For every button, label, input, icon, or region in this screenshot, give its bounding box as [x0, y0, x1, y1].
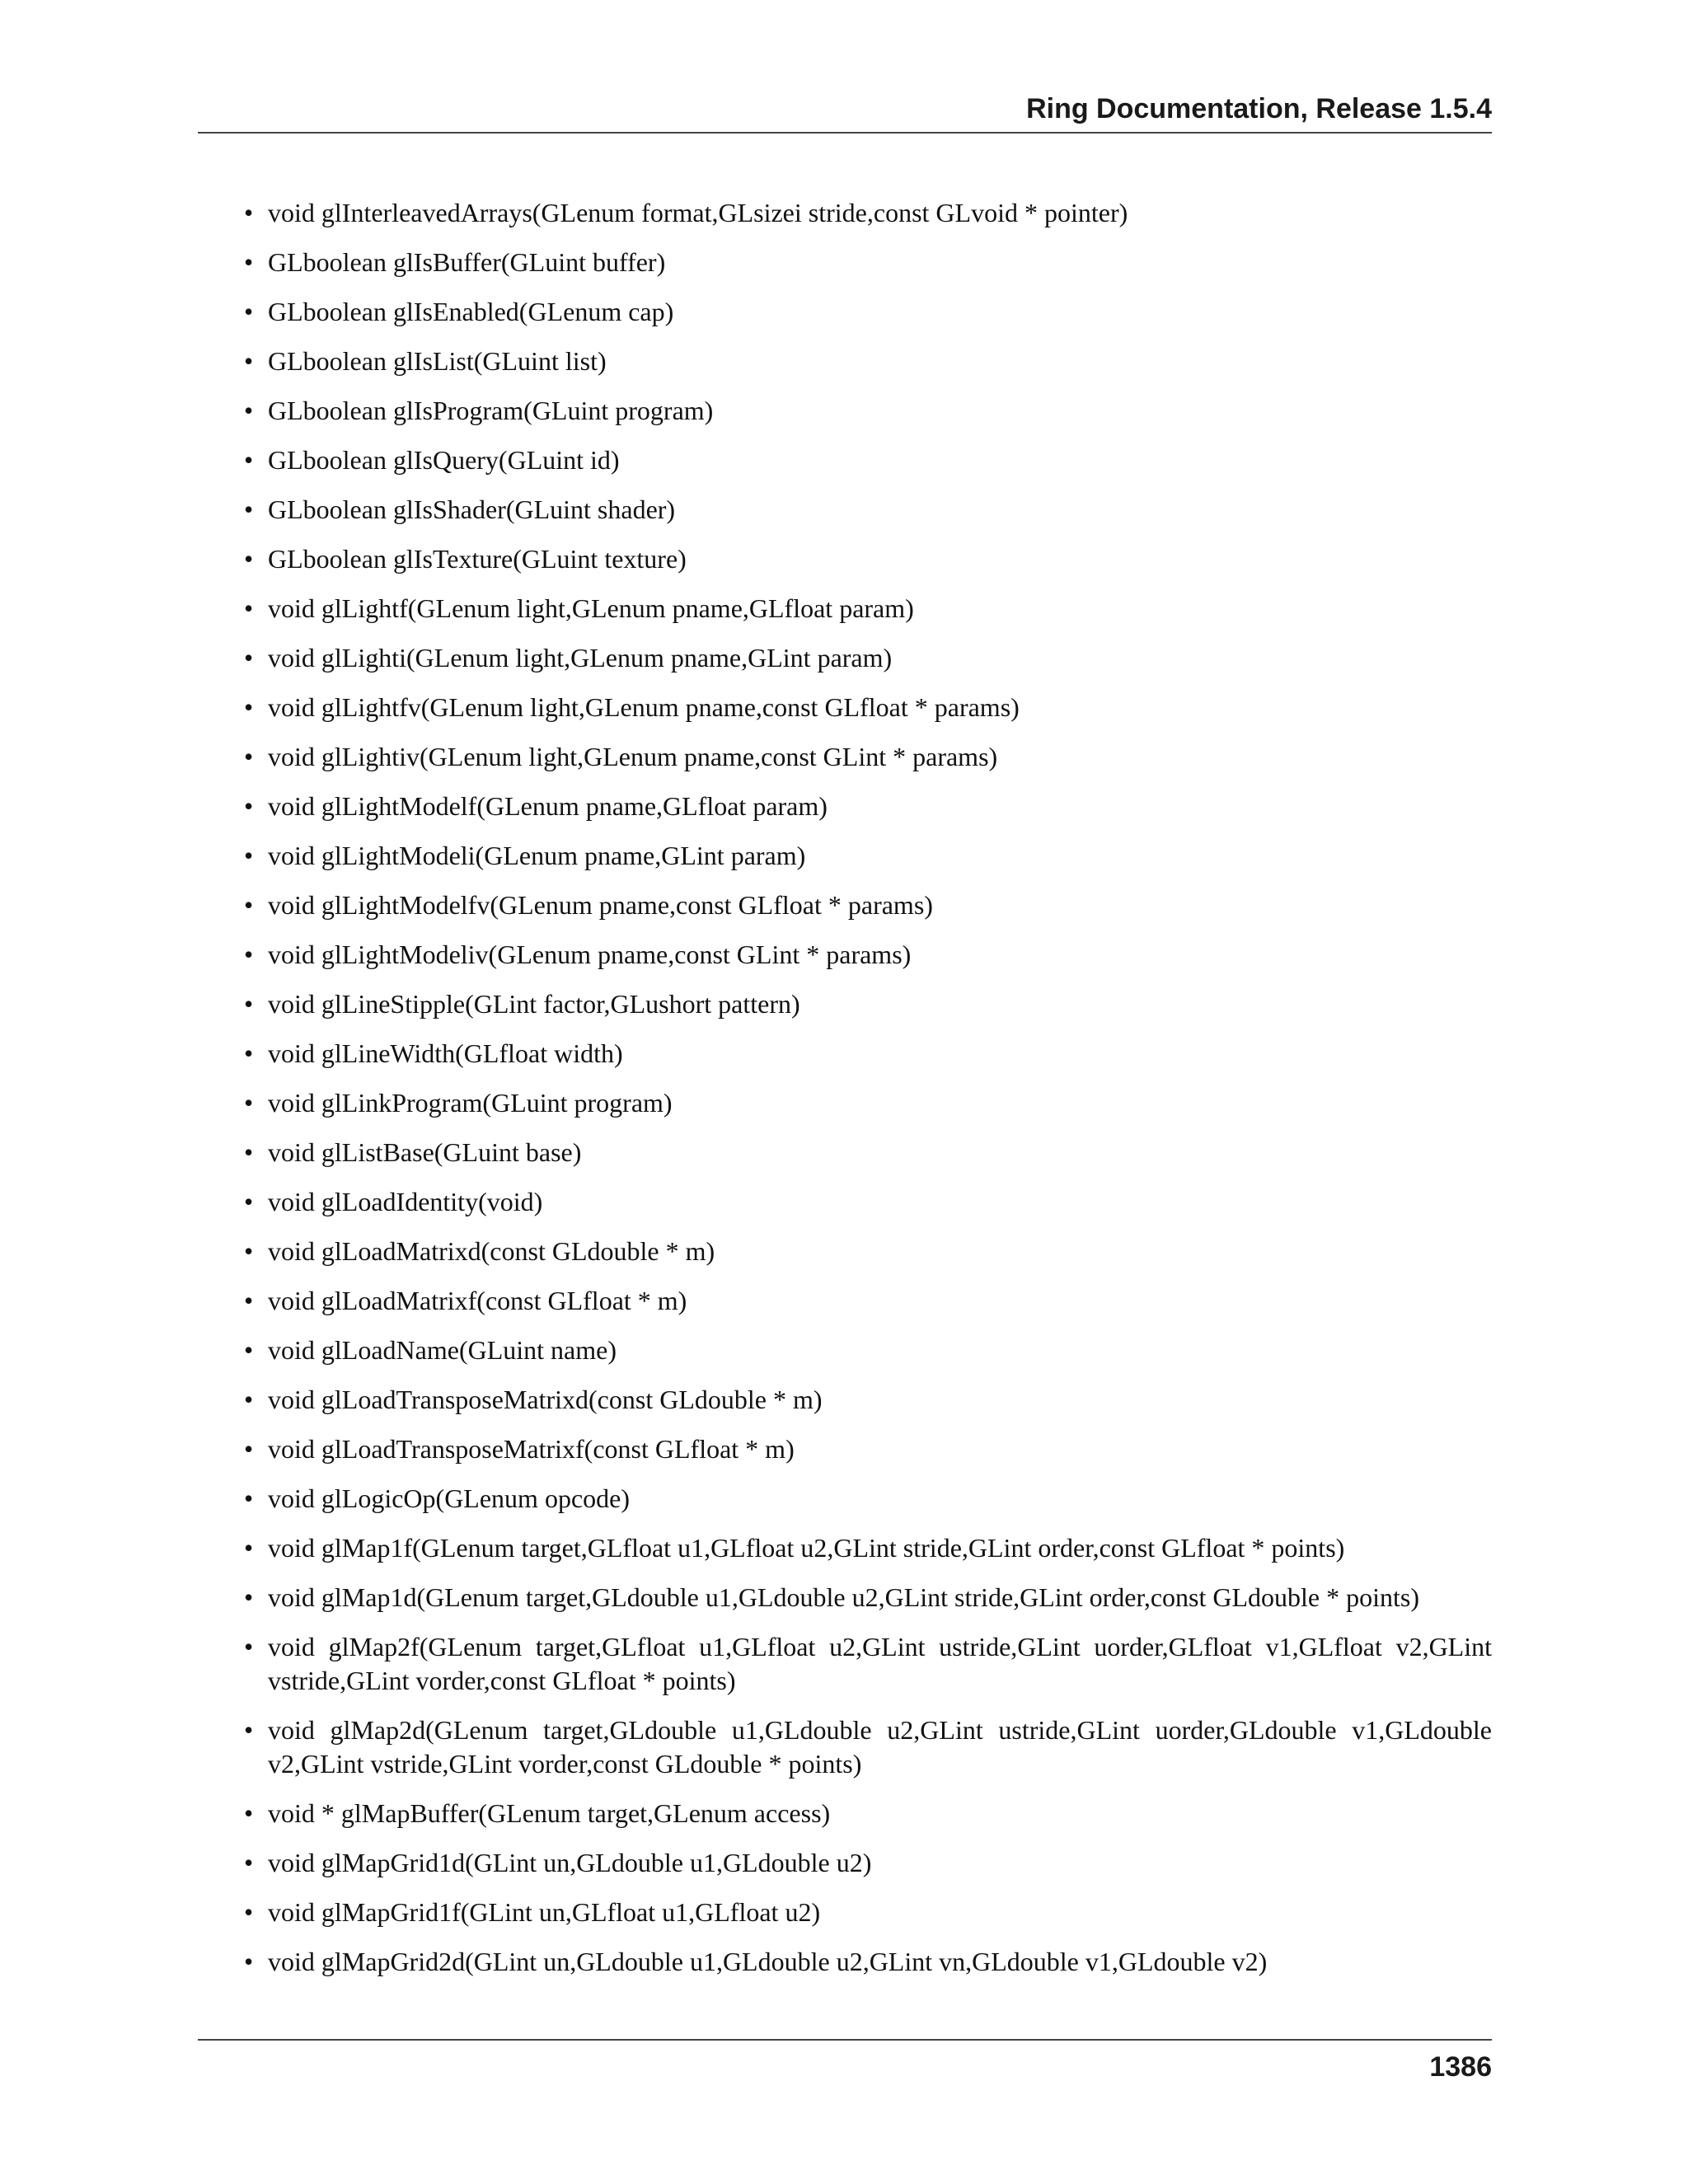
item-text: void glMap1f(GLenum target,GLfloat u1,GLfloat u2,GLint stride,GLint order,const GLfloat * points) [268, 1533, 1345, 1563]
item-text: void glLightiv(GLenum light,GLenum pname,const GLint * params) [268, 742, 998, 771]
list-item [198, 196, 1492, 230]
list-item [198, 987, 1492, 1021]
item-text: GLboolean glIsList(GLuint list) [268, 346, 607, 376]
list-item [198, 641, 1492, 675]
page-content [198, 196, 1492, 1994]
bullet-icon: • [244, 1897, 254, 1927]
bullet-icon: • [244, 1947, 254, 1976]
item-text: void glLinkProgram(GLuint program) [268, 1088, 673, 1118]
item-text: void glLighti(GLenum light,GLenum pname,GLint param) [268, 643, 893, 673]
bullet-icon: • [244, 593, 254, 623]
bullet-icon: • [244, 1038, 254, 1068]
item-text: void glLoadIdentity(void) [268, 1187, 543, 1216]
list-item [198, 1846, 1492, 1880]
bullet-icon: • [244, 989, 254, 1019]
item-text: void glLightf(GLenum light,GLenum pname,GLfloat param) [268, 593, 914, 623]
bullet-icon: • [244, 1483, 254, 1513]
item-text: void glLoadTransposeMatrixd(const GLdouble * m) [268, 1385, 823, 1414]
item-text: GLboolean glIsProgram(GLuint program) [268, 396, 714, 425]
item-text: void glMapGrid1d(GLint un,GLdouble u1,GLdouble u2) [268, 1848, 872, 1877]
bullet-icon: • [244, 940, 254, 969]
header-title: Ring Documentation, Release 1.5.4 [1026, 93, 1492, 124]
list-item [198, 493, 1492, 527]
bullet-icon: • [244, 1715, 254, 1745]
list-item [198, 1333, 1492, 1367]
item-text: void glLoadMatrixf(const GLfloat * m) [268, 1286, 687, 1315]
item-text: void glLogicOp(GLenum opcode) [268, 1483, 630, 1513]
bullet-icon: • [244, 1632, 254, 1661]
item-text: void glInterleavedArrays(GLenum format,GLsizei stride,const GLvoid * pointer) [268, 198, 1128, 227]
list-item [198, 295, 1492, 329]
bullet-icon: • [244, 841, 254, 870]
list-item [198, 888, 1492, 922]
list-item [198, 443, 1492, 477]
page-number: 1386 [1429, 2051, 1492, 2083]
bullet-icon: • [244, 1385, 254, 1414]
item-text: GLboolean glIsBuffer(GLuint buffer) [268, 247, 666, 277]
list-item [198, 1284, 1492, 1318]
item-text: void glLightfv(GLenum light,GLenum pname,const GLfloat * params) [268, 692, 1020, 722]
bullet-icon: • [244, 1088, 254, 1118]
list-item [198, 394, 1492, 428]
bullet-icon: • [244, 791, 254, 821]
list-item [198, 1037, 1492, 1071]
item-text: GLboolean glIsQuery(GLuint id) [268, 445, 620, 475]
bullet-icon: • [244, 1533, 254, 1563]
list-item [198, 344, 1492, 378]
bullet-icon: • [244, 742, 254, 771]
list-item [198, 1713, 1492, 1781]
bullet-icon: • [244, 643, 254, 673]
item-text: void glMapGrid1f(GLint un,GLfloat u1,GLfloat u2) [268, 1897, 821, 1927]
list-item [198, 1383, 1492, 1417]
item-text: void glLineWidth(GLfloat width) [268, 1038, 623, 1068]
item-text: void glMap2d(GLenum target,GLdouble u1,GLdouble u2,GLint ustride,GLint uorder,GLdouble v1,GLdouble v2,GLint vstride,GLint vorder,const GLdouble * points) [268, 1715, 1492, 1779]
bullet-icon: • [244, 198, 254, 227]
list-item [198, 1482, 1492, 1516]
item-text: GLboolean glIsShader(GLuint shader) [268, 494, 676, 524]
bullet-icon: • [244, 346, 254, 376]
bullet-icon: • [244, 1286, 254, 1315]
list-item [198, 1432, 1492, 1466]
list-item [198, 839, 1492, 873]
list-item [198, 790, 1492, 823]
item-text: void glLoadMatrixd(const GLdouble * m) [268, 1236, 715, 1266]
bullet-icon: • [244, 890, 254, 920]
item-text: void glLightModelf(GLenum pname,GLfloat param) [268, 791, 828, 821]
page-header [198, 92, 1492, 134]
list-item [198, 1185, 1492, 1219]
list-item [198, 1235, 1492, 1268]
page-footer [198, 2039, 1492, 2083]
bullet-icon: • [244, 1137, 254, 1167]
bullet-icon: • [244, 1582, 254, 1612]
list-item [198, 1086, 1492, 1120]
item-text: void glLoadTransposeMatrixf(const GLfloat * m) [268, 1434, 795, 1464]
item-text: void glMap2f(GLenum target,GLfloat u1,GLfloat u2,GLint ustride,GLint uorder,GLfloat v1,GLfloat v2,GLint vstride,GLint vorder,const GLfloat * points) [268, 1632, 1492, 1695]
bullet-icon: • [244, 1236, 254, 1266]
list-item [198, 1945, 1492, 1979]
item-text: void glLoadName(GLuint name) [268, 1335, 617, 1365]
bullet-icon: • [244, 1434, 254, 1464]
item-text: void glMap1d(GLenum target,GLdouble u1,GLdouble u2,GLint stride,GLint order,const GLdouble * points) [268, 1582, 1419, 1612]
item-text: void glLightModelfv(GLenum pname,const GLfloat * params) [268, 890, 933, 920]
bullet-icon: • [244, 692, 254, 722]
list-item [198, 542, 1492, 576]
bullet-icon: • [244, 445, 254, 475]
bullet-icon: • [244, 1848, 254, 1877]
list-item [198, 592, 1492, 626]
item-text: void glLightModeli(GLenum pname,GLint param) [268, 841, 806, 870]
list-item [198, 246, 1492, 279]
list-item [198, 1136, 1492, 1169]
item-text: void glLightModeliv(GLenum pname,const GLint * params) [268, 940, 912, 969]
item-text: GLboolean glIsTexture(GLuint texture) [268, 544, 687, 574]
bullet-icon: • [244, 1335, 254, 1365]
list-item [198, 691, 1492, 724]
bullet-icon: • [244, 297, 254, 326]
list-item [198, 938, 1492, 972]
bullet-icon: • [244, 247, 254, 277]
list-item [198, 1630, 1492, 1698]
bullet-icon: • [244, 396, 254, 425]
item-text: void glLineStipple(GLint factor,GLushort pattern) [268, 989, 800, 1019]
list-item [198, 1581, 1492, 1615]
list-item [198, 1896, 1492, 1929]
bullet-icon: • [244, 1187, 254, 1216]
item-text: GLboolean glIsEnabled(GLenum cap) [268, 297, 674, 326]
list-item [198, 740, 1492, 774]
bullet-icon: • [244, 494, 254, 524]
bullet-icon: • [244, 544, 254, 574]
bullet-icon: • [244, 1798, 254, 1828]
item-text: void glListBase(GLuint base) [268, 1137, 582, 1167]
function-list [198, 196, 1492, 1979]
item-text: void glMapGrid2d(GLint un,GLdouble u1,GLdouble u2,GLint vn,GLdouble v1,GLdouble v2) [268, 1947, 1268, 1976]
item-text: void * glMapBuffer(GLenum target,GLenum access) [268, 1798, 831, 1828]
list-item [198, 1531, 1492, 1565]
list-item [198, 1797, 1492, 1830]
